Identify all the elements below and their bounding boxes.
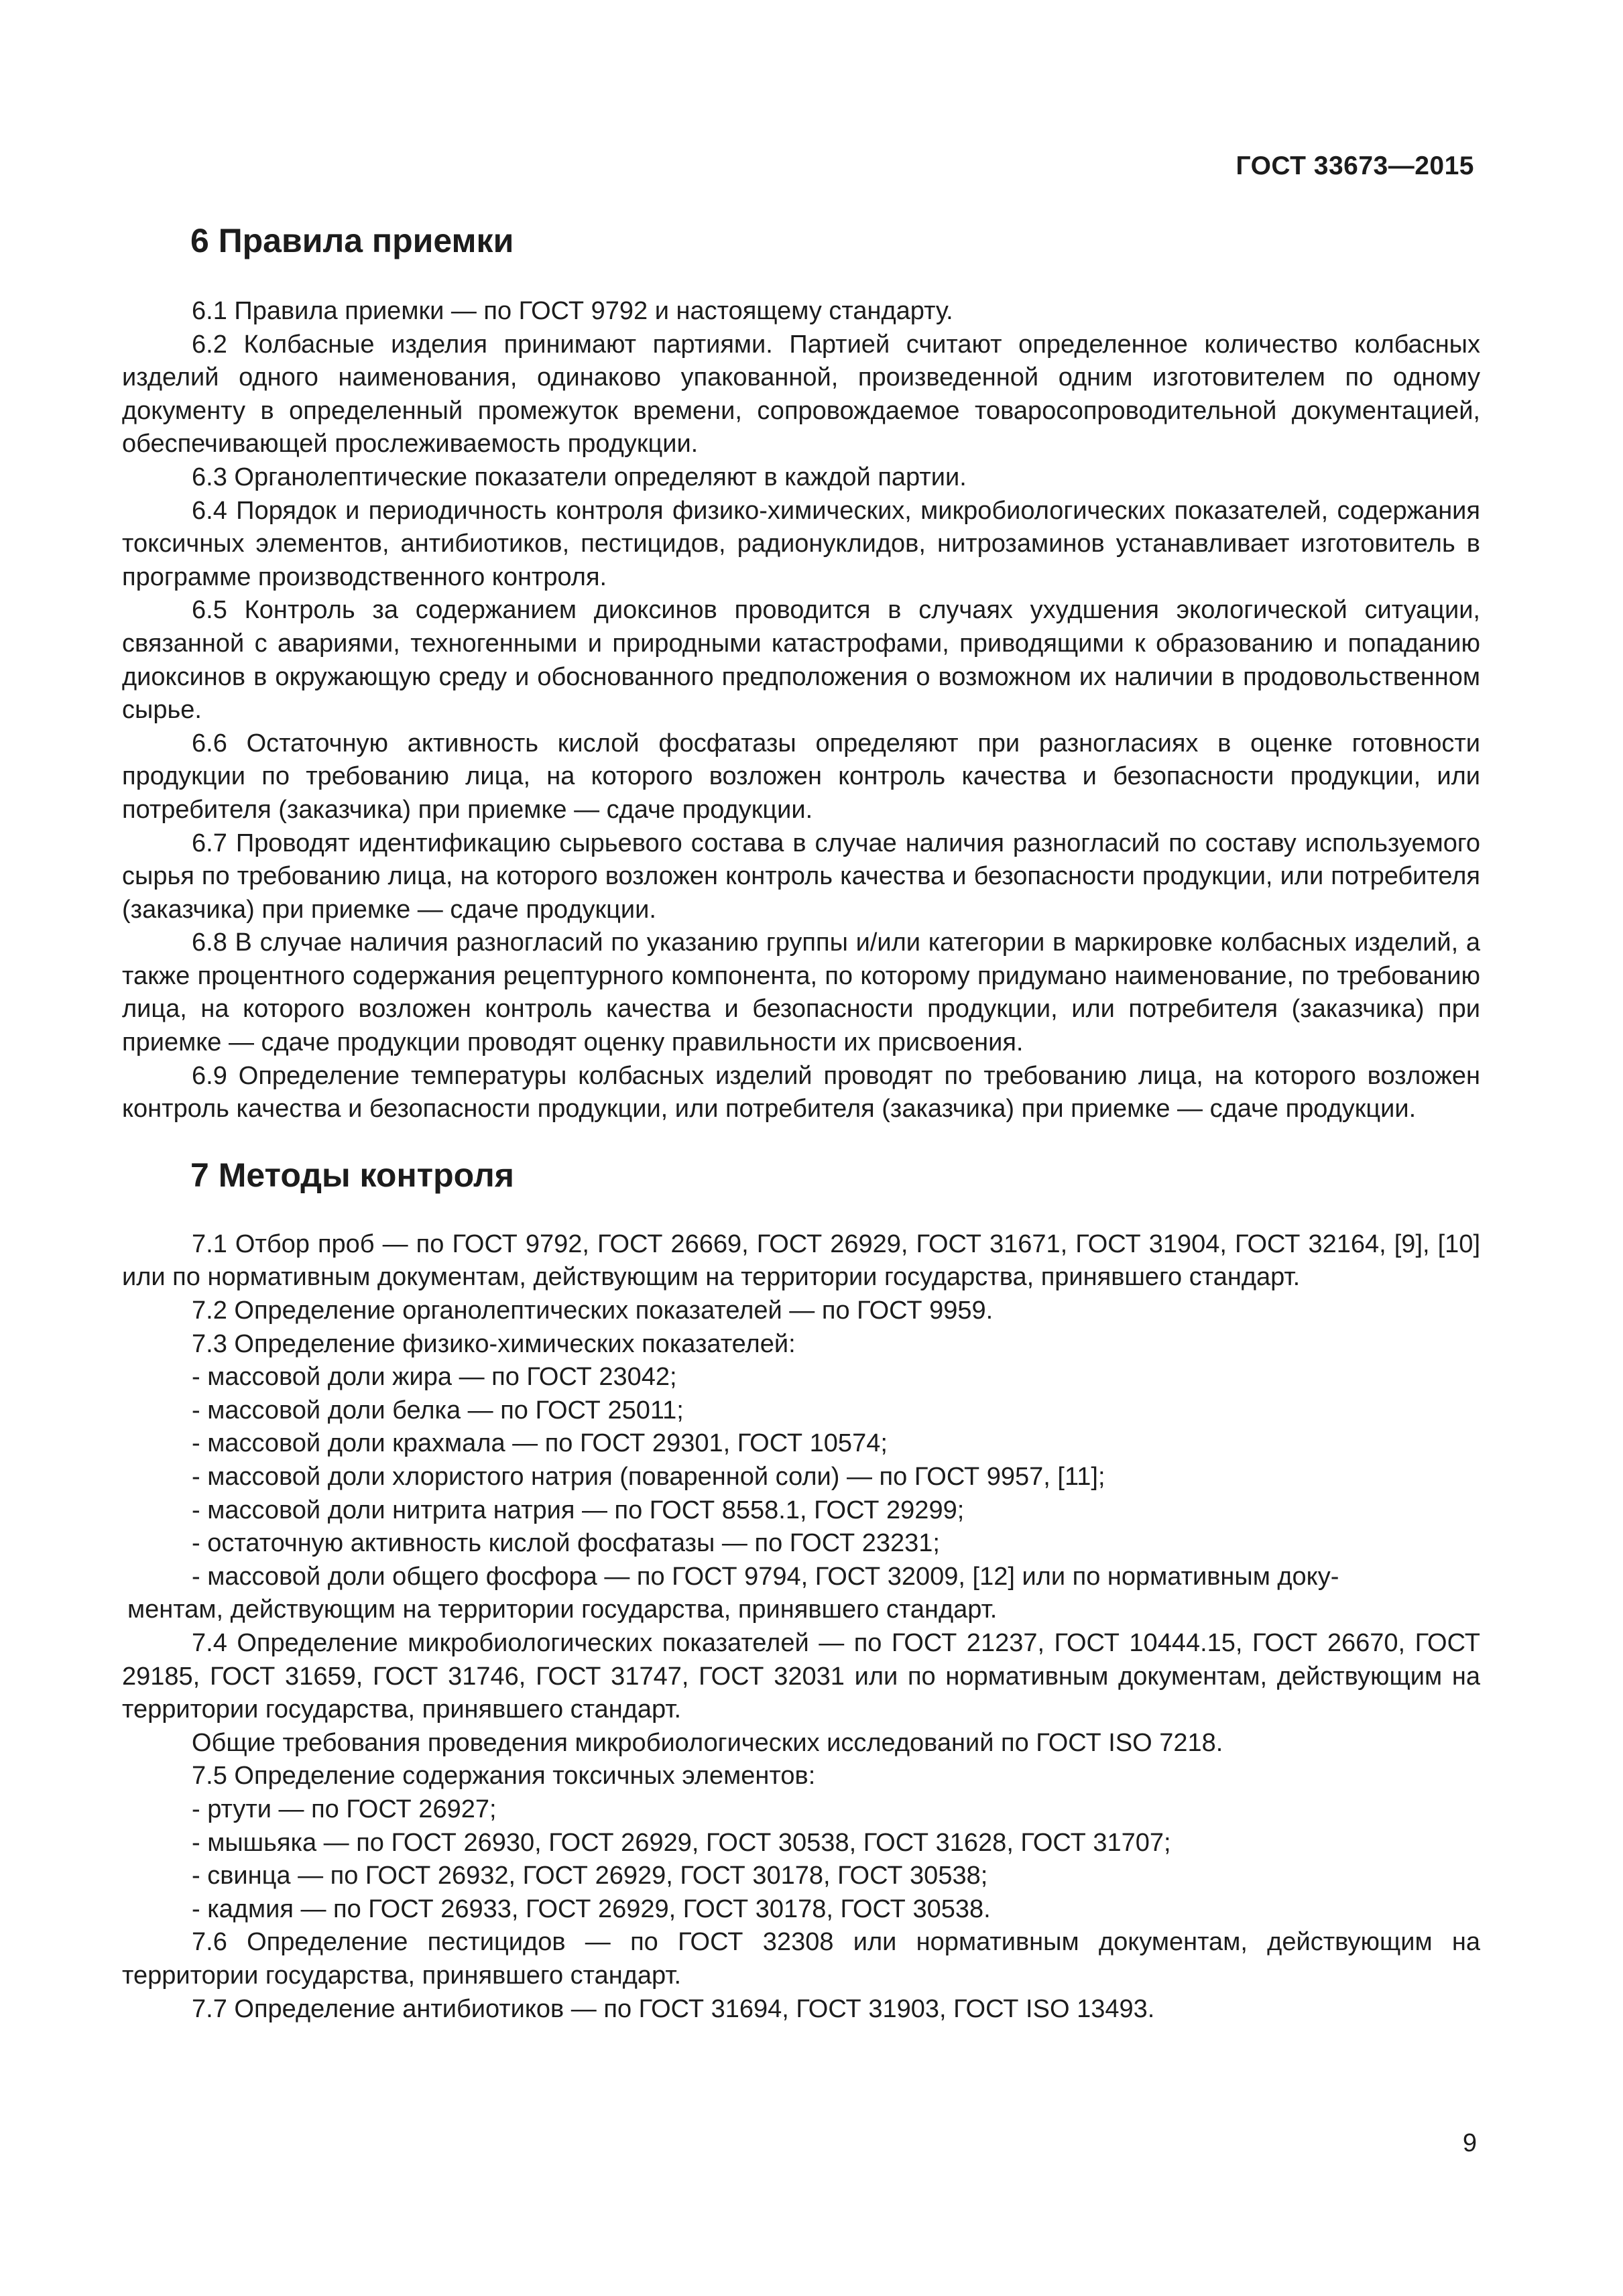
paragraph-7-6: 7.6 Определение пестицидов — по ГОСТ 32308 или нормативным документам, действующим на территории государства, принявшего стандарт.: [122, 1928, 1480, 1990]
list-item: - массовой доли белка — по ГОСТ 25011;: [192, 1396, 684, 1425]
paragraph-6-8: 6.8 В случае наличия разногласий по указанию группы и/или категории в маркировке колбасных изделий, а также процентного содержания рецептурного компонента, по которому придумано наименование, по требованию лица, на которого возложен контроль качества и безопасности продукции, или потребителя (заказчика) при приемке — сдаче продукции проводят оценку правильности их присвоения.: [122, 928, 1480, 1057]
list-item-continuation: ментам, действующим на территории государства, принявшего стандарт.: [127, 1595, 998, 1624]
document-body: [122, 220, 1480, 2026]
paragraph-6-5: 6.5 Контроль за содержанием диоксинов проводится в случаях ухудшения экологической ситуации, связанной с авариями, техногенными и природными катастрофами, приводящими к образованию и попаданию диоксинов в окружающую среду и обоснованного предположения о возможном их наличии в продовольственном сырье.: [122, 596, 1480, 725]
list-item: - кадмия — по ГОСТ 26933, ГОСТ 26929, ГОСТ 30178, ГОСТ 30538.: [192, 1894, 991, 1923]
paragraph-6-4: 6.4 Порядок и периодичность контроля физико-химических, микробиологических показателей, содержания токсичных элементов, антибиотиков, пестицидов, радионуклидов, нитрозаминов устанавливает изготовитель в программе производственного контроля.: [122, 496, 1480, 591]
list-item-phosphorus: [122, 1561, 1480, 1627]
list-item-text: - массовой доли общего фосфора — по ГОСТ 9794, ГОСТ 32009, [12] или по нормативным доку-: [192, 1562, 1339, 1591]
list-item: - ртути — по ГОСТ 26927;: [192, 1795, 497, 1823]
paragraph-7-5: 7.5 Определение содержания токсичных элементов:: [192, 1762, 816, 1791]
list-item: - массовой доли нитрита натрия — по ГОСТ 8558.1, ГОСТ 29299;: [192, 1496, 965, 1524]
paragraph-7-7: 7.7 Определение антибиотиков — по ГОСТ 31694, ГОСТ 31903, ГОСТ ISO 13493.: [192, 1994, 1155, 2023]
section-7-title: 7 Методы контроля: [190, 1156, 514, 1194]
list-item: - мышьяка — по ГОСТ 26930, ГОСТ 26929, ГОСТ 30538, ГОСТ 31628, ГОСТ 31707;: [192, 1828, 1171, 1857]
list-item: - остаточную активность кислой фосфатазы — по ГОСТ 23231;: [192, 1529, 940, 1558]
paragraph-7-4-general: Общие требования проведения микробиологических исследований по ГОСТ ISO 7218.: [192, 1728, 1223, 1757]
page-number: 9: [1462, 2129, 1477, 2157]
paragraph-6-7: 6.7 Проводят идентификацию сырьевого состава в случае наличия разногласий по составу используемого сырья по требованию лица, на которого возложен контроль качества и безопасности продукции, или потребителя (заказчика) при приемке — сдаче продукции.: [122, 829, 1480, 924]
paragraph-6-3: 6.3 Органолептические показатели определяют в каждой партии.: [192, 463, 967, 491]
list-item: - массовой доли жира — по ГОСТ 23042;: [192, 1363, 677, 1392]
list-item: - свинца — по ГОСТ 26932, ГОСТ 26929, ГОСТ 30178, ГОСТ 30538;: [192, 1862, 988, 1890]
paragraph-7-3: 7.3 Определение физико-химических показателей:: [192, 1329, 796, 1358]
list-item: - массовой доли хлористого натрия (поваренной соли) — по ГОСТ 9957, [11];: [192, 1463, 1105, 1491]
document-code: ГОСТ 33673—2015: [1236, 152, 1474, 180]
section-6-title: 6 Правила приемки: [190, 222, 514, 259]
paragraph-6-9: 6.9 Определение температуры колбасных изделий проводят по требованию лица, на которого возложен контроль качества и безопасности продукции, или потребителя (заказчика) при приемке — сдаче продукции.: [122, 1061, 1480, 1124]
paragraph-6-2: 6.2 Колбасные изделия принимают партиями. Партией считают определенное количество колбасных изделий одного наименования, одинаково упакованной, произведенной одним изготовителем по одному документу в определенный промежуток времени, сопровождаемое товаросопроводительной документацией, обеспечивающей прослеживаемость продукции.: [122, 330, 1480, 459]
paragraph-6-1: 6.1 Правила приемки — по ГОСТ 9792 и настоящему стандарту.: [192, 297, 953, 325]
paragraph-7-2: 7.2 Определение органолептических показателей — по ГОСТ 9959.: [192, 1296, 994, 1325]
paragraph-7-4: 7.4 Определение микробиологических показателей — по ГОСТ 21237, ГОСТ 10444.15, ГОСТ 26670, ГОСТ 29185, ГОСТ 31659, ГОСТ 31746, ГОСТ 31747, ГОСТ 32031 или по нормативным документам, действующим на территории государства, принявшего стандарт.: [122, 1628, 1480, 1724]
paragraph-6-6: 6.6 Остаточную активность кислой фосфатазы определяют при разногласиях в оценке готовности продукции по требованию лица, на которого возложен контроль качества и безопасности продукции, или потребителя (заказчика) при приемке — сдаче продукции.: [122, 729, 1480, 824]
paragraph-7-1: 7.1 Отбор проб — по ГОСТ 9792, ГОСТ 26669, ГОСТ 26929, ГОСТ 31671, ГОСТ 31904, ГОСТ 32164, [9], [10] или по нормативным документам, действующим на территории государства, принявшего стандарт.: [122, 1229, 1480, 1292]
list-item: - массовой доли крахмала — по ГОСТ 29301, ГОСТ 10574;: [192, 1429, 888, 1458]
